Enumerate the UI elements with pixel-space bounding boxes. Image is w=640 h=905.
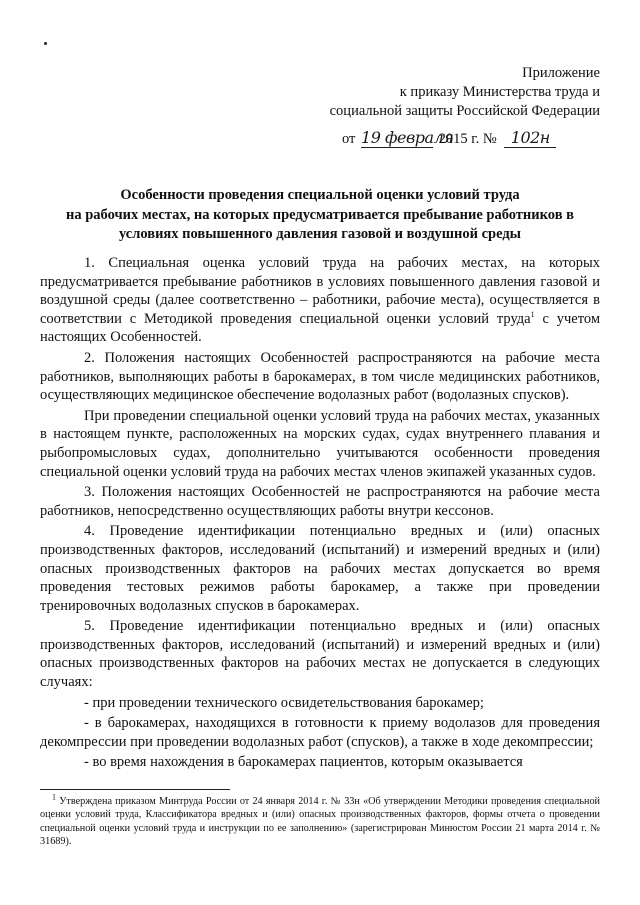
document-title: [40, 186, 600, 245]
appendix-line: к приказу Министерства труда и: [399, 84, 600, 100]
paragraph-1: [40, 254, 600, 347]
appendix-line: Приложение: [522, 65, 600, 81]
footnote-marker: 1: [52, 792, 56, 802]
paragraph-2: 2. Положения настоящих Особенностей распространяются на рабочие места работников, выполняющих работы в барокамерах, в том числе медицинских работников, осуществляющих медицинское обеспечение водолазных работ (водолазных спусков).: [40, 349, 600, 404]
paragraph-5: 4. Проведение идентификации потенциально вредных и (или) опасных производственных факторов, исследований (испытаний) и измерений вредных и (или) опасных производственных факторов на рабочих местах допускается во время проведения тестовых режимов работы барокамер, а также при проведении тренировочных водолазных спусков в барокамерах.: [40, 523, 600, 614]
title-line: на рабочих местах, на которых предусматривается пребывание работников в: [66, 206, 574, 223]
appendix-line: социальной защиты Российской Федерации: [329, 103, 600, 119]
order-reference: [342, 128, 556, 148]
footnote-text: Утверждена приказом Минтруда России от 24 января 2014 г. № 33н «Об утверждении Методики проведения специальной оценки условий труда, Классификатора вредных и (или) опасных производственных факторов, формы отчета о проведении специальной оценки условий труда и инструкции по ее заполнению» (зарегистрирован Минюстом России 21 марта 2014 г. № 31689).: [40, 796, 600, 848]
paragraph-1-tail: с учетом настоящих Особенностей.: [40, 310, 600, 346]
paragraph-4: 3. Положения настоящих Особенностей не распространяются на рабочие места работников, непосредственно осуществляющих работы внутри кессонов.: [40, 484, 600, 519]
title-line: условиях повышенного давления газовой и воздушной среды: [118, 226, 522, 242]
paragraph-6: 5. Проведение идентификации потенциально вредных и (или) опасных производственных факторов, исследований (испытаний) и измерений вредных и (или) опасных производственных факторов на рабочих местах не допускается в следующих случаях:: [40, 618, 600, 691]
footnote-ref: 1: [530, 309, 535, 319]
list-item: - при проведении технического освидетельствования барокамер;: [84, 694, 484, 711]
order-prefix: от: [342, 131, 356, 147]
document-body: [40, 254, 600, 774]
title-line: Особенности проведения специальной оценки условий труда: [120, 187, 520, 203]
appendix-header: [330, 64, 600, 121]
paragraph-1-text: 1. Специальная оценка условий труда на рабочих местах, на которых предусматривается пребывание работников в условиях повышенного давления газовой и воздушной среды (далее соответственно – работники, рабочие места), осуществляется в соответствии с Методикой проведения специальной оценки условий труда: [40, 255, 600, 327]
list-item: - в барокамерах, находящихся в готовности к приему водолазов для проведения декомпрессии при проведении водолазных работ (спусков), а также в ходе декомпрессии;: [40, 715, 600, 750]
list-item: - во время нахождения в барокамерах пациентов, которым оказывается: [84, 754, 523, 771]
handwritten-order-number: 102н: [504, 128, 556, 148]
scan-speck: [44, 42, 47, 45]
footnote-divider: [40, 789, 230, 790]
order-year: 2015 г. №: [438, 131, 497, 147]
paragraph-3: При проведении специальной оценки условий труда на рабочих местах, указанных в настоящем пункте, расположенных на морских судах, судах внутреннего плавания и рыбопромысловых судах, дополнительно учитываются особенности проведения специальной оценки условий труда на рабочих местах членов экипажей указанных судов.: [40, 407, 600, 480]
footnote: [40, 792, 600, 849]
handwritten-date: 19 февраля: [361, 128, 454, 147]
